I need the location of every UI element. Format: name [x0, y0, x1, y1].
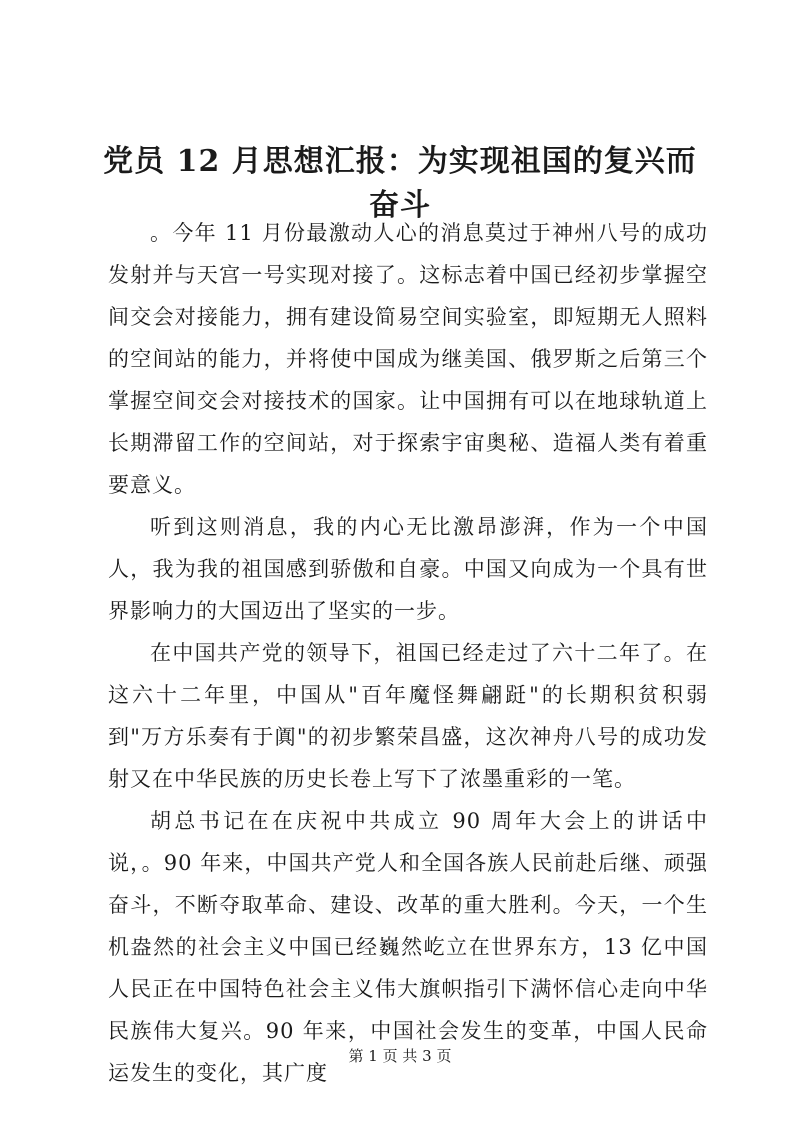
page-footer: 第 1 页 共 3 页	[348, 1047, 452, 1065]
document-body	[108, 212, 708, 1094]
paragraph-4: 胡总书记在在庆祝中共成立 90 周年大会上的讲话中说，。90 年来，中国共产党人和全国各族人民前赴后继、顽强奋斗，不断夺取革命、建设、改革的重大胜利。今天，一个生机盎然的社会主义中国已经巍然屹立在世界东方，13 亿中国人民正在中国特色社会主义伟大旗帜指引下满怀信心走向中华民族伟大复兴。90 年来，中国社会发生的变革，中国人民命运发生的变化，其广度	[108, 809, 708, 1085]
paragraph-2: 听到这则消息，我的内心无比激昂澎湃，作为一个中国人，我为我的祖国感到骄傲和自豪。中国又向成为一个具有世界影响力的大国迈出了坚实的一步。	[108, 515, 708, 623]
document-title: 党员 12 月思想汇报：为实现祖国的复兴而奋斗	[103, 144, 697, 223]
paragraph-3: 在中国共产党的领导下，祖国已经走过了六十二年了。在这六十二年里，中国从"百年魔怪舞翩跹"的长期积贫积弱到"万方乐奏有于阗"的初步繁荣昌盛，这次神舟八号的成功发射又在中华民族的历史长卷上写下了浓墨重彩的一笔。	[108, 641, 708, 791]
paragraph-1: 。今年 11 月份最激动人心的消息莫过于神州八号的成功发射并与天宫一号实现对接了。这标志着中国已经初步掌握空间交会对接能力，拥有建设简易空间实验室，即短期无人照料的空间站的能力，并将使中国成为继美国、俄罗斯之后第三个掌握空间交会对接技术的国家。让中国拥有可以在地球轨道上长期滞留工作的空间站，对于探索宇宙奥秘、造福人类有着重要意义。	[108, 221, 708, 497]
